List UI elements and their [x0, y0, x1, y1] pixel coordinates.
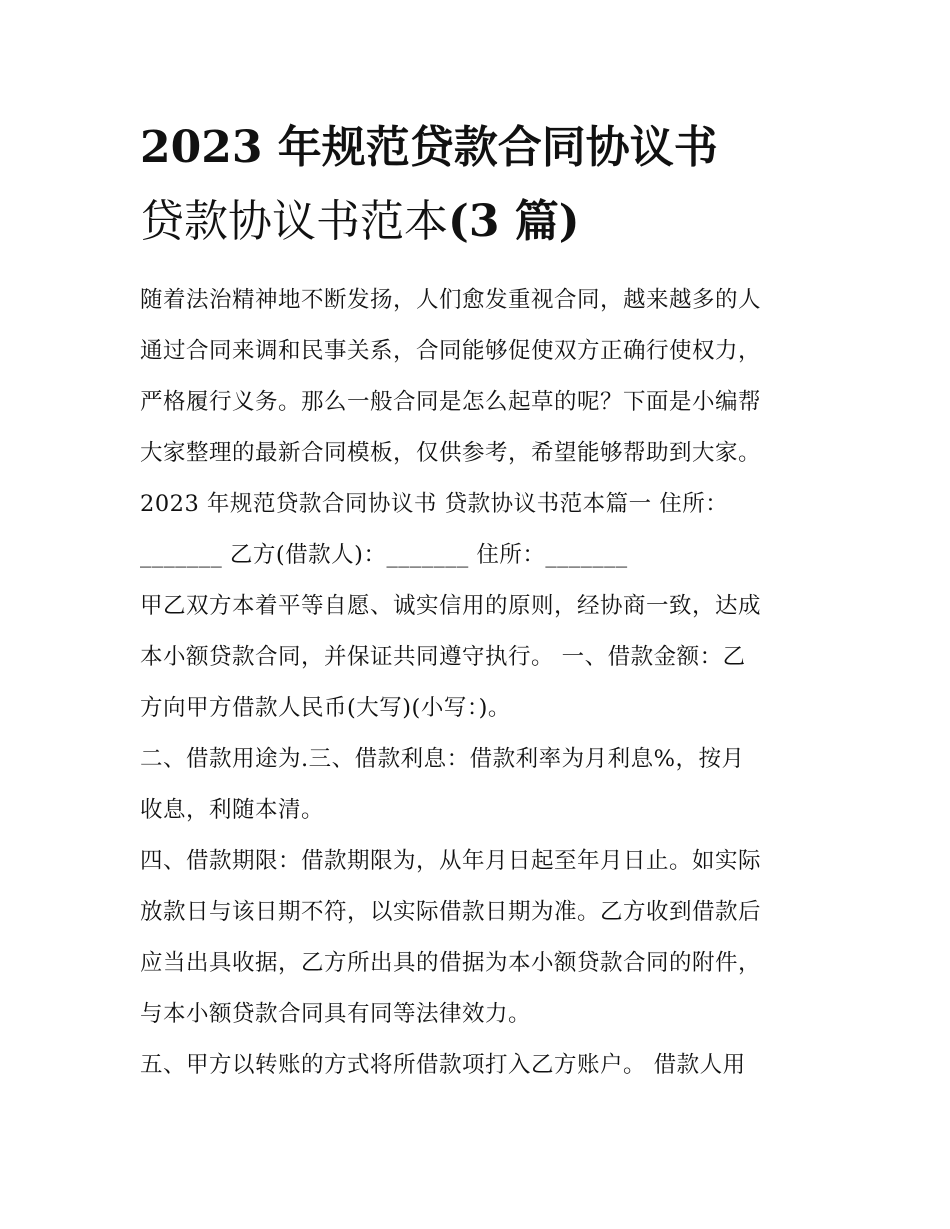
body-text-line: _______ 乙方(借款人)：_______ 住所：_______ [140, 542, 628, 568]
body-text-line: 甲乙双方本着平等自愿、诚实信用的原则，经协商一致，达成 [140, 593, 762, 619]
document-title-main: 贷款协议书范本 [140, 196, 448, 247]
body-text-line: 大家整理的最新合同模板，仅供参考，希望能够帮助到大家。 [140, 440, 762, 466]
body-text-line: 方向甲方借款人民币(大写)(小写：)。 [140, 695, 511, 721]
body-text-line: 二、借款用途为.三、借款利息：借款利率为月利息%，按月 [140, 746, 745, 772]
body-text-line: 随着法治精神地不断发扬，人们愈发重视合同，越来越多的人 [140, 287, 762, 313]
body-text-line: 通过合同来调和民事关系，合同能够促使双方正确行使权力， [140, 338, 762, 364]
body-text-line: 与本小额贷款合同具有同等法律效力。 [140, 1001, 532, 1027]
body-text-line: 五、甲方以转账的方式将所借款项打入乙方账户。 借款人用 [140, 1052, 746, 1078]
document-title-suffix: (3 篇) [448, 196, 580, 247]
body-text-line: 应当出具收据，乙方所出具的借据为本小额贷款合同的附件， [140, 950, 762, 976]
body-text-line: 收息，利随本清。 [140, 797, 325, 823]
body-text-line: 2023 年规范贷款合同协议书 贷款协议书范本篇一 住所： [140, 491, 729, 517]
document-title-line-2 [140, 192, 820, 252]
document-title-line-1: 2023 年规范贷款合同协议书 [140, 122, 718, 173]
body-text-line: 四、借款期限：借款期限为，从年月日起至年月日止。如实际 [140, 848, 762, 874]
body-text-line: 放款日与该日期不符，以实际借款日期为准。乙方收到借款后 [140, 899, 762, 925]
body-text-line: 严格履行义务。那么一般合同是怎么起草的呢？下面是小编帮 [140, 389, 762, 415]
body-text-line: 本小额贷款合同，并保证共同遵守执行。 一、借款金额：乙 [140, 644, 746, 670]
